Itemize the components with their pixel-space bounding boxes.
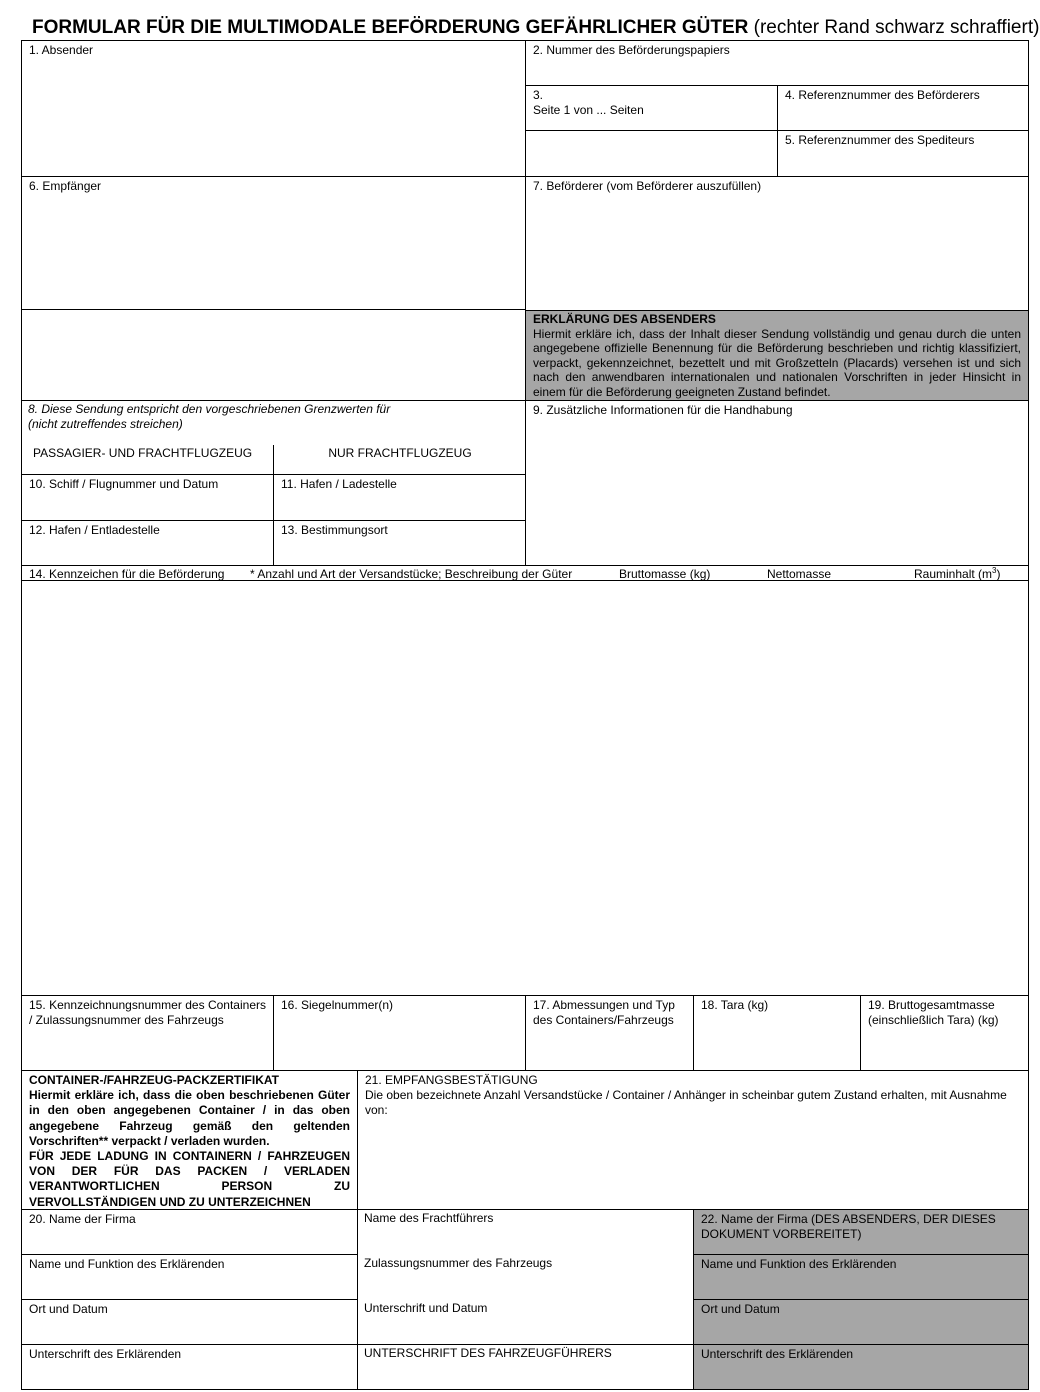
packing-certificate-instruction: FÜR JEDE LADUNG IN CONTAINERN / FAHRZEUGEN VON DER FÜR DAS PACKEN / VERLADEN VERANTWORTLICHEN PERSON ZU VERVOLLSTÄNDIGEN UND ZU UNTERZEICHNEN [29,1149,350,1209]
carrier-signature-label: Unterschrift und Datum [364,1301,488,1315]
vehicle-registration-label: Zulassungsnummer des Fahrzeugs [364,1256,553,1270]
field-2-document-number[interactable] [525,40,1029,86]
field-14-volume-header [914,567,1000,582]
field-20-signature-label: Unterschrift des Erklärenden [29,1347,182,1361]
form-title-main: FORMULAR FÜR DIE MULTIMODALE BEFÖRDERUNG GEFÄHRLICHER GÜTER [32,17,749,38]
field-20-signature[interactable] [21,1344,358,1390]
field-1-label: 1. Absender [29,43,94,57]
field-22-declarant-name-label: Name und Funktion des Erklärenden [701,1257,897,1271]
field-16-seal-numbers[interactable] [273,995,526,1071]
field-5-forwarder-reference[interactable] [777,130,1029,177]
field-21-title: 21. EMPFANGSBESTÄTIGUNG [365,1073,538,1087]
option-cargo-only-label: NUR FRACHTFLUGZEUG [328,446,472,460]
field-8-line2: (nicht zutreffendes streichen) [28,417,183,431]
field-14-volume-label: Rauminhalt (m [914,567,993,581]
field-22-place-date-label: Ort und Datum [701,1302,780,1316]
field-15-label: 15. Kennzeichnungsnummer des Containers / Zulassungsnummer des Fahrzeugs [29,998,266,1027]
field-14-label: 14. Kennzeichen für die Beförderung [29,567,225,581]
field-3-label: Seite 1 von ... Seiten [533,103,644,117]
field-11-label: 11. Hafen / Ladestelle [281,477,397,491]
field-14-volume-close: ) [996,567,1001,581]
option-cargo-aircraft-only[interactable] [274,444,526,474]
form-title [32,17,1040,39]
field-21-receipt[interactable] [357,1070,1029,1210]
packing-certificate-title: CONTAINER-/FAHRZEUG-PACKZERTIFIKAT [29,1073,279,1087]
field-20-label: 20. Name der Firma [29,1212,136,1226]
vehicle-registration-field[interactable] [357,1254,694,1299]
field-14-description-header: * Anzahl und Art der Versandstücke; Beschreibung der Güter [250,567,573,581]
field-20-company[interactable] [21,1209,358,1255]
driver-signature-label: UNTERSCHRIFT DES FAHRZEUGFÜHRERS [364,1346,612,1360]
field-6-label: 6. Empfänger [29,179,102,193]
field-2-label: 2. Nummer des Beförderungspapiers [533,43,730,57]
field-16-label: 16. Siegelnummer(n) [281,998,394,1012]
field-19-label: 19. Bruttogesamtmasse (einschließlich Tara) (kg) [868,998,999,1027]
field-3-number: 3. [533,88,544,102]
field-13-destination[interactable] [273,520,526,566]
field-8-line1: 8. Diese Sendung entspricht den vorgeschriebenen Grenzwerten für [28,402,391,416]
field-7-befoerderer[interactable] [525,176,1029,311]
field-9-label: 9. Zusätzliche Informationen für die Handhabung [533,403,793,417]
field-14-goods-area[interactable] [21,565,1029,996]
field-17-dimensions[interactable] [525,995,694,1071]
option-passenger-cargo-aircraft[interactable] [21,444,274,474]
form-title-note: (rechter Rand schwarz schraffiert) [753,17,1040,38]
field-3-blank[interactable] [525,130,778,177]
packing-certificate-text: Hiermit erkläre ich, dass die oben beschriebenen Güter in den oben angegebenen Container / in das oben angegebene Fahrzeug gemäß den geltenden Vorschriften** verpackt / verladen wurden. [29,1088,350,1148]
field-22-place-date[interactable] [693,1299,1029,1345]
field-20-declarant-name-label: Name und Funktion des Erklärenden [29,1257,225,1271]
field-5-label: 5. Referenznummer des Spediteurs [785,133,975,147]
field-13-label: 13. Bestimmungsort [281,523,388,537]
field-8-text [21,400,521,434]
field-10-vessel-flight[interactable] [21,474,274,521]
field-14-gross-mass-header: Bruttomasse (kg) [619,567,711,581]
field-6-empfaenger[interactable] [21,176,526,401]
carrier-name-label: Name des Frachtführers [364,1211,494,1225]
field-7-label: 7. Beförderer (vom Beförderer auszufüllen) [533,179,762,193]
field-9-handling-info[interactable] [525,400,1029,566]
field-15-container-number[interactable] [21,995,274,1071]
divider [21,309,526,310]
driver-signature-field[interactable] [357,1344,694,1390]
field-22-declarant-name[interactable] [693,1254,1029,1300]
shipper-declaration [525,310,1029,401]
field-20-place-date-label: Ort und Datum [29,1302,108,1316]
field-20-place-date[interactable] [21,1299,358,1345]
field-22-company[interactable] [693,1209,1029,1255]
field-1-absender[interactable] [21,40,526,177]
field-22-signature-label: Unterschrift des Erklärenden [701,1347,854,1361]
field-18-label: 18. Tara (kg) [701,998,769,1012]
carrier-signature-field[interactable] [357,1299,694,1344]
field-18-tare[interactable] [693,995,861,1071]
shipper-declaration-text: Hiermit erkläre ich, dass der Inhalt dieser Sendung vollständig und genau durch die unten angegebene offizielle Benennung für die Beförderung beschrieben und richtig klassifiziert, verpackt, gekennzeichnet, bezettelt und mit Großzetteln (Placards) versehen ist und sich nach den anwendbaren internationalen und nationalen Vorschriften in jeder Hinsicht in einem für die Beförderung geeigneten Zustand befindet. [533,326,1021,399]
field-21-text: Die oben bezeichnete Anzahl Versandstücke / Container / Anhänger in scheinbar gutem Zustand erhalten, mit Ausnahme von: [365,1088,1007,1117]
carrier-name-field[interactable] [357,1209,694,1254]
field-19-gross-total[interactable] [860,995,1029,1071]
field-12-port-discharge[interactable] [21,520,274,566]
field-4-label: 4. Referenznummer des Beförderers [785,88,980,102]
field-3-page[interactable] [525,85,778,131]
field-11-port-loading[interactable] [273,474,526,521]
field-20-declarant-name[interactable] [21,1254,358,1300]
field-14-volume-sup: 3 [992,566,997,575]
field-14-net-mass-header: Nettomasse [767,567,832,581]
shipper-declaration-title: ERKLÄRUNG DES ABSENDERS [533,312,716,326]
field-22-label: 22. Name der Firma (DES ABSENDERS, DER DIESES DOKUMENT VORBEREITET) [701,1212,996,1241]
field-10-label: 10. Schiff / Flugnummer und Datum [29,477,219,491]
field-17-label: 17. Abmessungen und Typ des Containers/Fahrzeugs [533,998,675,1027]
field-22-signature[interactable] [693,1344,1029,1390]
field-12-label: 12. Hafen / Entladestelle [29,523,160,537]
packing-certificate [21,1070,358,1210]
option-passenger-cargo-label: PASSAGIER- UND FRACHTFLUGZEUG [33,446,253,460]
field-4-carrier-reference[interactable] [777,85,1029,131]
